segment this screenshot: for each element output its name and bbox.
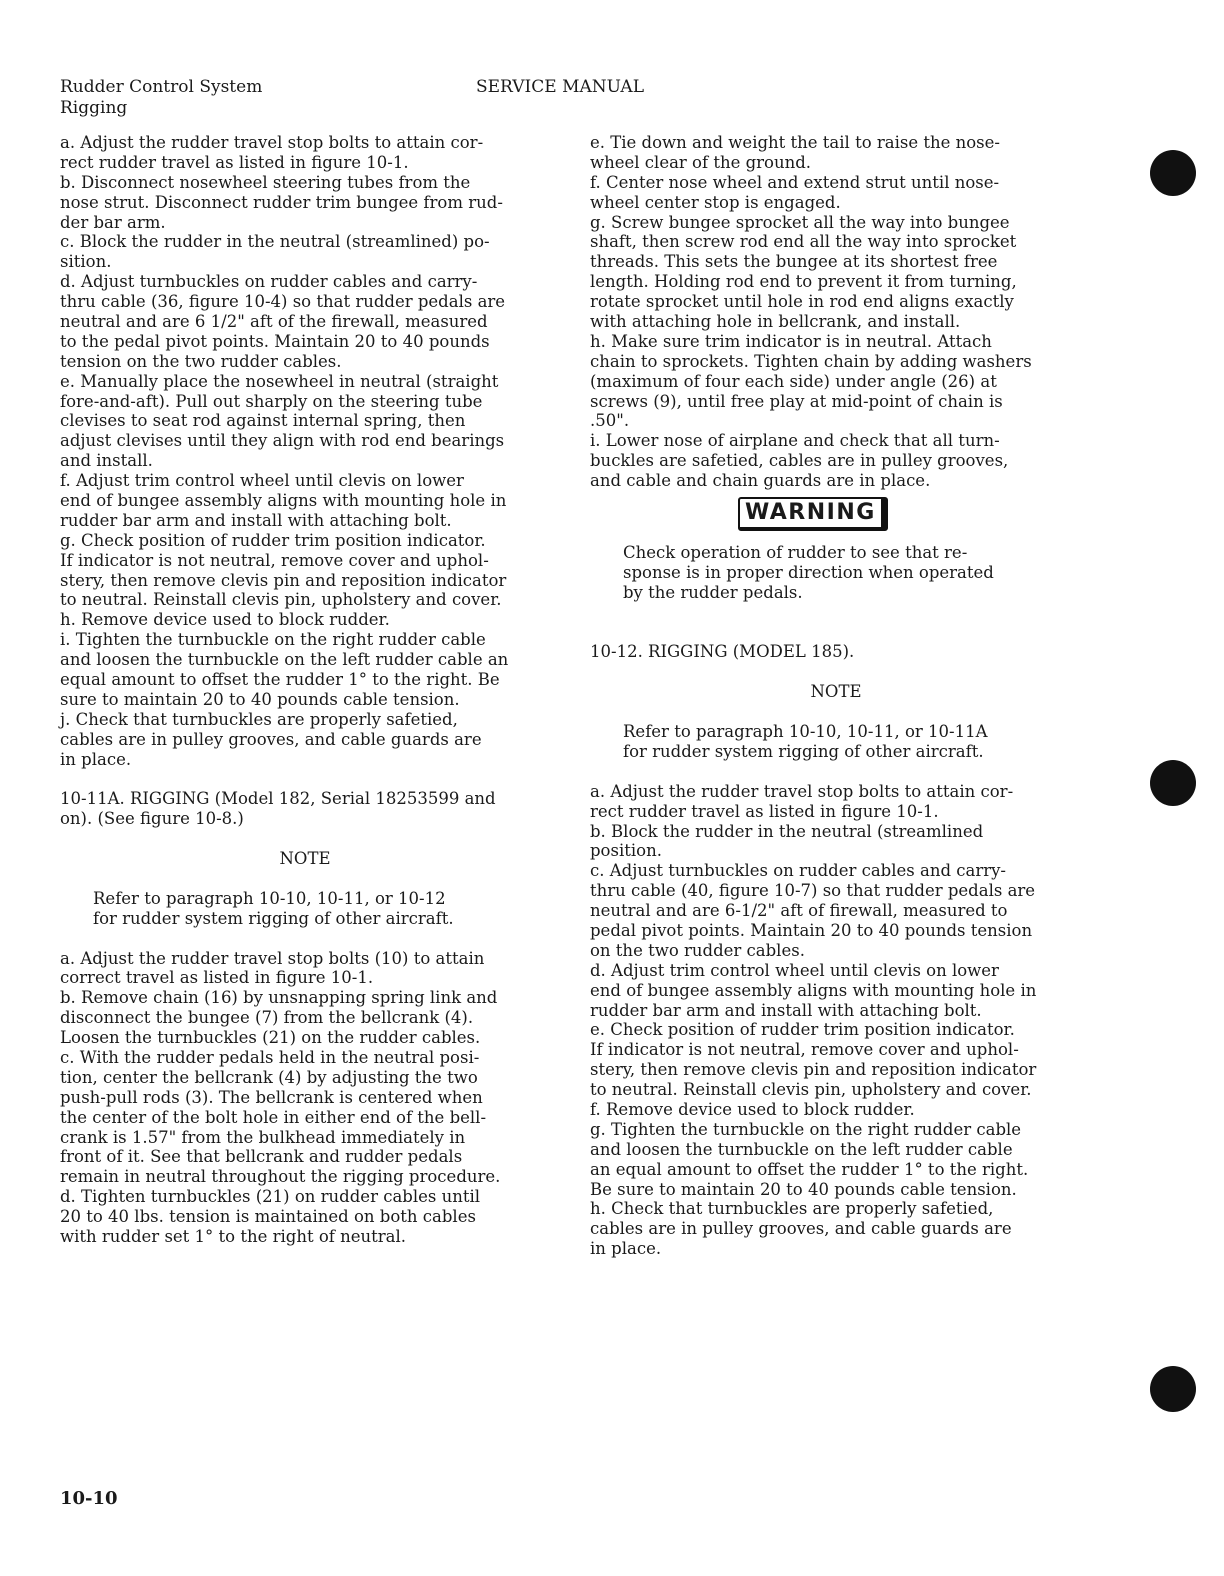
text-line: push-pull rods (3). The bellcrank is centered when — [60, 1087, 483, 1107]
text-line: (maximum of four each side) under angle (26) at — [590, 371, 997, 391]
text-line: c. With the rudder pedals held in the neutral posi- — [60, 1047, 480, 1067]
text-line: on the two rudder cables. — [590, 940, 805, 960]
text-line: thru cable (40, figure 10-7) so that rudder pedals are — [590, 881, 1036, 901]
text-line: If indicator is not neutral, remove cover and uphol- — [590, 1040, 1019, 1060]
text-line: pedal pivot points. Maintain 20 to 40 pounds tension — [590, 920, 1033, 940]
text-line: on). (See figure 10-8.) — [60, 809, 244, 829]
text-line: buckles are safetied, cables are in pulley grooves, — [590, 451, 1009, 471]
note-text-line: Check operation of rudder to see that re- — [623, 543, 968, 563]
note-text-line: for rudder system rigging of other aircraft. — [623, 741, 984, 761]
text-line: d. Adjust trim control wheel until clevis on lower — [590, 960, 999, 980]
revision-marker-dot — [1150, 150, 1196, 196]
section-title-line1: Rudder Control System — [60, 77, 263, 97]
text-line: thru cable (36, figure 10-4) so that rudder pedals are — [60, 292, 506, 312]
text-line: nose strut. Disconnect rudder trim bungee from rud- — [60, 192, 503, 212]
text-line: to neutral. Reinstall clevis pin, upholstery and cover. — [590, 1080, 1032, 1100]
text-line: to the pedal pivot points. Maintain 20 to 40 pounds — [60, 331, 490, 351]
text-line: g. Check position of rudder trim position indicator. — [60, 530, 486, 550]
text-line: rudder bar arm and install with attaching bolt. — [60, 510, 452, 530]
text-line: rotate sprocket until hole in rod end aligns exactly — [590, 292, 1014, 312]
warning-block — [590, 491, 1082, 543]
spacer — [590, 623, 1082, 643]
spacer — [590, 762, 1082, 782]
text-line: sure to maintain 20 to 40 pounds cable tension. — [60, 689, 460, 709]
text-line: threads. This sets the bungee at its shortest free — [590, 252, 998, 272]
text-line: sition. — [60, 252, 112, 272]
spacer — [60, 829, 550, 849]
spacer — [60, 929, 550, 949]
text-line: e. Tie down and weight the tail to raise the nose- — [590, 133, 1000, 152]
text-line: cables are in pulley grooves, and cable guards are — [60, 729, 482, 749]
text-line: h. Make sure trim indicator is in neutral. Attach — [590, 331, 992, 351]
text-line: g. Tighten the turnbuckle on the right rudder cable — [590, 1119, 1022, 1139]
text-line: end of bungee assembly aligns with mounting hole in — [590, 980, 1037, 1000]
text-line: crank is 1.57" from the bulkhead immediately in — [60, 1127, 466, 1147]
revision-marker-dot — [1150, 760, 1196, 806]
text-line: .50". — [590, 411, 630, 431]
note-text-line: for rudder system rigging of other aircraft. — [93, 908, 454, 928]
text-line: neutral and are 6 1/2" aft of the firewall, measured — [60, 312, 488, 332]
text-line: 10-12. RIGGING (MODEL 185). — [590, 642, 855, 662]
text-line: If indicator is not neutral, remove cover and uphol- — [60, 550, 489, 570]
text-line: b. Remove chain (16) by unsnapping spring link and — [60, 988, 498, 1008]
text-line: stery, then remove clevis pin and reposition indicator — [590, 1060, 1037, 1080]
text-line: f. Adjust trim control wheel until clevis on lower — [60, 471, 464, 491]
section-title-line2: Rigging — [60, 98, 128, 118]
note-heading: NOTE — [810, 682, 862, 702]
text-line: the center of the bolt hole in either end of the bell- — [60, 1107, 487, 1127]
text-line: and loosen the turnbuckle on the left rudder cable — [590, 1139, 1013, 1159]
text-line: Loosen the turnbuckles (21) on the rudder cables. — [60, 1028, 481, 1048]
spacer — [60, 869, 550, 889]
text-line: correct travel as listed in figure 10-1. — [60, 968, 374, 988]
text-line: end of bungee assembly aligns with mounting hole in — [60, 491, 507, 511]
text-line: cables are in pulley grooves, and cable guards are — [590, 1219, 1012, 1239]
text-line: b. Disconnect nosewheel steering tubes from the — [60, 172, 471, 192]
text-line: i. Tighten the turnbuckle on the right rudder cable — [60, 630, 486, 650]
text-line: disconnect the bungee (7) from the bellcrank (4). — [60, 1008, 474, 1028]
text-line: h. Check that turnbuckles are properly safetied, — [590, 1199, 994, 1219]
text-line: b. Block the rudder in the neutral (streamlined — [590, 821, 984, 841]
text-line: d. Adjust turnbuckles on rudder cables and carry- — [60, 272, 478, 292]
text-line: front of it. See that bellcrank and rudder pedals — [60, 1147, 463, 1167]
text-line: neutral and are 6-1/2" aft of firewall, measured to — [590, 901, 1008, 921]
text-line: with rudder set 1° to the right of neutral. — [60, 1226, 407, 1246]
text-line: rudder bar arm and install with attaching bolt. — [590, 1000, 982, 1020]
note-text-line: sponse is in proper direction when operated — [623, 562, 994, 582]
note-heading: NOTE — [279, 849, 331, 869]
text-line: to neutral. Reinstall clevis pin, upholstery and cover. — [60, 590, 502, 610]
text-line: stery, then remove clevis pin and reposition indicator — [60, 570, 507, 590]
revision-marker-dot — [1150, 1366, 1196, 1412]
text-line: der bar arm. — [60, 212, 166, 232]
text-line: f. Center nose wheel and extend strut until nose- — [590, 172, 1000, 192]
text-line: a. Adjust the rudder travel stop bolts (10) to attain — [60, 948, 485, 968]
text-line: c. Block the rudder in the neutral (streamlined) po- — [60, 232, 490, 252]
text-line: 10-11A. RIGGING (Model 182, Serial 18253599 and — [60, 789, 496, 809]
text-line: Be sure to maintain 20 to 40 pounds cable tension. — [590, 1179, 1017, 1199]
text-line: h. Remove device used to block rudder. — [60, 610, 390, 630]
text-line: i. Lower nose of airplane and check that all turn- — [590, 431, 1000, 451]
text-line: an equal amount to offset the rudder 1° to the right. — [590, 1159, 1029, 1179]
text-line: e. Check position of rudder trim position indicator. — [590, 1020, 1015, 1040]
text-line: in place. — [60, 749, 132, 769]
spacer — [590, 603, 1082, 623]
text-line: rect rudder travel as listed in figure 10-1. — [60, 152, 409, 172]
text-line: e. Manually place the nosewheel in neutral (straight — [60, 371, 499, 391]
text-line: j. Check that turnbuckles are properly safetied, — [60, 709, 458, 729]
text-line: fore-and-aft). Pull out sharply on the steering tube — [60, 391, 483, 411]
text-line: with attaching hole in bellcrank, and install. — [590, 312, 961, 332]
note-text-line: Refer to paragraph 10-10, 10-11, or 10-11A — [623, 722, 988, 742]
text-line: d. Tighten turnbuckles (21) on rudder cables until — [60, 1187, 481, 1207]
text-line: remain in neutral throughout the rigging procedure. — [60, 1167, 501, 1187]
text-line: adjust clevises until they align with rod end bearings — [60, 431, 505, 451]
note-text-line: Refer to paragraph 10-10, 10-11, or 10-12 — [93, 888, 446, 908]
text-line: c. Adjust turnbuckles on rudder cables and carry- — [590, 861, 1007, 881]
text-line: in place. — [590, 1239, 662, 1259]
text-line: f. Remove device used to block rudder. — [590, 1099, 915, 1119]
text-line: length. Holding rod end to prevent it from turning, — [590, 272, 1017, 292]
note-text-line: by the rudder pedals. — [623, 582, 803, 602]
warning-label: WARNING — [738, 497, 888, 531]
text-line: and loosen the turnbuckle on the left rudder cable an — [60, 650, 509, 670]
manual-title: SERVICE MANUAL — [476, 77, 644, 97]
text-line: and cable and chain guards are in place. — [590, 471, 931, 491]
spacer — [590, 662, 1082, 682]
text-line: a. Adjust the rudder travel stop bolts to attain cor- — [590, 781, 1014, 801]
section-title — [60, 77, 262, 119]
text-line: tension on the two rudder cables. — [60, 351, 342, 371]
text-line: equal amount to offset the rudder 1° to the right. Be — [60, 670, 500, 690]
text-line: wheel center stop is engaged. — [590, 192, 841, 212]
left-column — [60, 133, 550, 1247]
text-line: 20 to 40 lbs. tension is maintained on both cables — [60, 1207, 476, 1227]
spacer — [60, 770, 550, 790]
page-number: 10-10 — [60, 1488, 118, 1509]
spacer — [590, 702, 1082, 722]
right-column — [590, 133, 1082, 1259]
text-line: rect rudder travel as listed in figure 10-1. — [590, 801, 939, 821]
text-line: clevises to seat rod against internal spring, then — [60, 411, 466, 431]
text-line: shaft, then screw rod end all the way into sprocket — [590, 232, 1017, 252]
text-line: wheel clear of the ground. — [590, 152, 812, 172]
text-line: chain to sprockets. Tighten chain by adding washers — [590, 351, 1032, 371]
text-line: and install. — [60, 451, 153, 471]
text-line: tion, center the bellcrank (4) by adjusting the two — [60, 1067, 478, 1087]
text-line: g. Screw bungee sprocket all the way into bungee — [590, 212, 1010, 232]
text-line: position. — [590, 841, 662, 861]
text-line: screws (9), until free play at mid-point of chain is — [590, 391, 1003, 411]
text-line: a. Adjust the rudder travel stop bolts to attain cor- — [60, 133, 484, 152]
